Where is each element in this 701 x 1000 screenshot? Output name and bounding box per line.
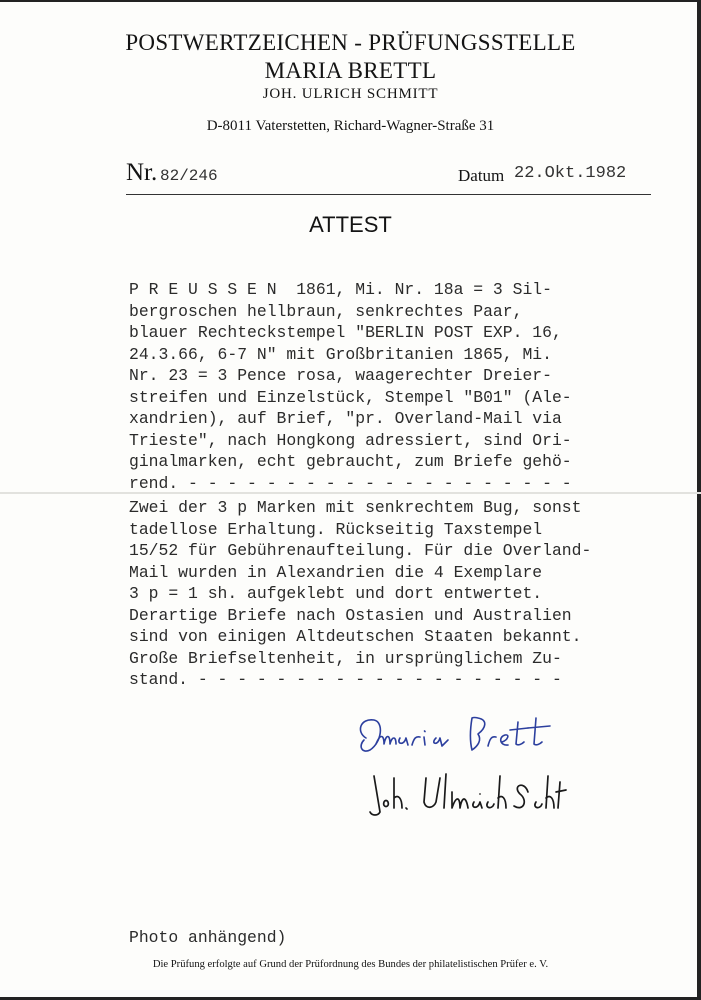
header-divider [126,194,651,195]
page-border-right [697,0,701,1000]
date-label: Datum [458,166,505,185]
letterhead-line-3: JOH. ULRICH SCHMITT [262,86,439,102]
photo-note: Photo anhängend) [129,928,287,947]
attest-description: P R E U S S E N 1861, Mi. Nr. 18a = 3 Sil- bergroschen hellbraun, senkrechtes Paar, blauer Rechteckstempel "BERLIN POST EXP. 16, 24.3.66, 6-7 N" mit Großbritanien 1865, Mi. Nr. 23 = 3 Pence rosa, waagerechter Dreier- streifen und Einzelstück, Stempel "B01" (Ale- xandrien), auf Brief, "pr. Overland-Mail via Trieste", nach Hongkong adressiert, sind Ori- ginalmarken, echt gebraucht, zum Briefe gehö- rend. - - - - - - - - - - - - - - - - - - - - [129,280,572,493]
letterhead-line-2: MARIA BRETTL [264,58,437,83]
letterhead-address: D-8011 Vaterstetten, Richard-Wagner-Straße 31 [206,118,495,134]
certificate-number-label: Nr. [126,159,158,186]
letterhead-line-1: POSTWERTZEICHEN - PRÜFUNGSSTELLE [125,30,576,55]
document-title: ATTEST [309,212,392,237]
signature-ulrich-schmitt [364,768,574,820]
signature-maria-brettl [352,704,584,764]
attest-condition: Zwei der 3 p Marken mit senkrechtem Bug, sonst tadellose Erhaltung. Rückseitig Taxstempel 15/52 für Gebührenaufteilung. Für die Overland- Mail wurden in Alexandrien die 4 Exemplare 3 p = 1 sh. aufgeklebt und dort entwertet. Derartige Briefe nach Ostasien und Australien sind von einigen Altdeutschen Staaten bekannt. Große Briefseltenheit, in ursprünglichem Zu- stand. - - - - - - - - - - - - - - - - - - - [129,498,592,689]
certificate-date: 22.Okt.1982 [514,164,627,183]
certificate-number: 82/246 [160,167,218,185]
page-border-top [0,0,701,2]
footer-note: Die Prüfung erfolgte auf Grund der Prüfordnung des Bundes der philatelistischen Prüfer e. V. [152,959,549,970]
